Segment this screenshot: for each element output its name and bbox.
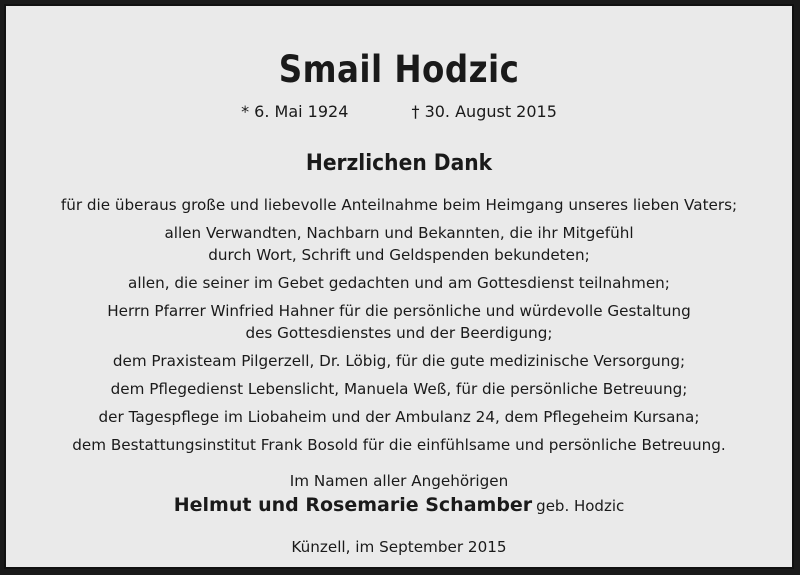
thanks-line: dem Praxisteam Pilgerzell, Dr. Löbig, für die gute medizinische Versorgung; bbox=[112, 352, 686, 370]
thanks-paragraph bbox=[6, 194, 792, 216]
thanks-paragraph bbox=[6, 222, 792, 266]
thanks-line: Herrn Pfarrer Winfried Hahner für die persönliche und würdevolle Gestaltung bbox=[107, 302, 691, 320]
thanks-paragraph bbox=[6, 406, 792, 428]
thanks-paragraph bbox=[6, 378, 792, 400]
thanks-paragraph bbox=[6, 434, 792, 456]
thanks-paragraph bbox=[6, 350, 792, 372]
thanks-line: dem Pflegedienst Lebenslicht, Manuela Weß, für die persönliche Betreuung; bbox=[110, 380, 688, 398]
obituary-card bbox=[4, 4, 794, 569]
signature-family bbox=[6, 494, 792, 516]
family-suffix: geb. Hodzic bbox=[536, 497, 625, 515]
thanks-line: allen, die seiner im Gebet gedachten und am Gottesdienst teilnahmen; bbox=[128, 274, 670, 292]
signature-block bbox=[6, 472, 792, 516]
death-date: † 30. August 2015 bbox=[411, 102, 557, 121]
thanks-line: der Tagespflege im Liobaheim und der Ambulanz 24, dem Pflegeheim Kursana; bbox=[98, 408, 700, 426]
thanks-line: allen Verwandten, Nachbarn und Bekannten, die ihr Mitgefühl bbox=[164, 224, 634, 242]
thanks-line: durch Wort, Schrift und Geldspenden bekundeten; bbox=[208, 246, 590, 264]
place-date: Künzell, im September 2015 bbox=[291, 538, 507, 556]
thanks-paragraph bbox=[6, 272, 792, 294]
thanks-text bbox=[6, 194, 792, 462]
family-names: Helmut und Rosemarie Schamber bbox=[173, 494, 533, 516]
thanks-line: dem Bestattungsinstitut Frank Bosold für die einfühlsame und persönliche Betreuung. bbox=[72, 436, 726, 454]
birth-date: * 6. Mai 1924 bbox=[241, 102, 349, 121]
thanks-heading: Herzlichen Dank bbox=[305, 151, 493, 176]
life-dates bbox=[6, 102, 792, 121]
thanks-paragraph bbox=[6, 300, 792, 344]
thanks-line: des Gottesdienstes und der Beerdigung; bbox=[245, 324, 553, 342]
signature-intro: Im Namen aller Angehörigen bbox=[289, 472, 509, 490]
thanks-line: für die überaus große und liebevolle Anteilnahme beim Heimgang unseres lieben Vaters; bbox=[60, 196, 738, 214]
deceased-name: Smail Hodzic bbox=[278, 48, 520, 91]
